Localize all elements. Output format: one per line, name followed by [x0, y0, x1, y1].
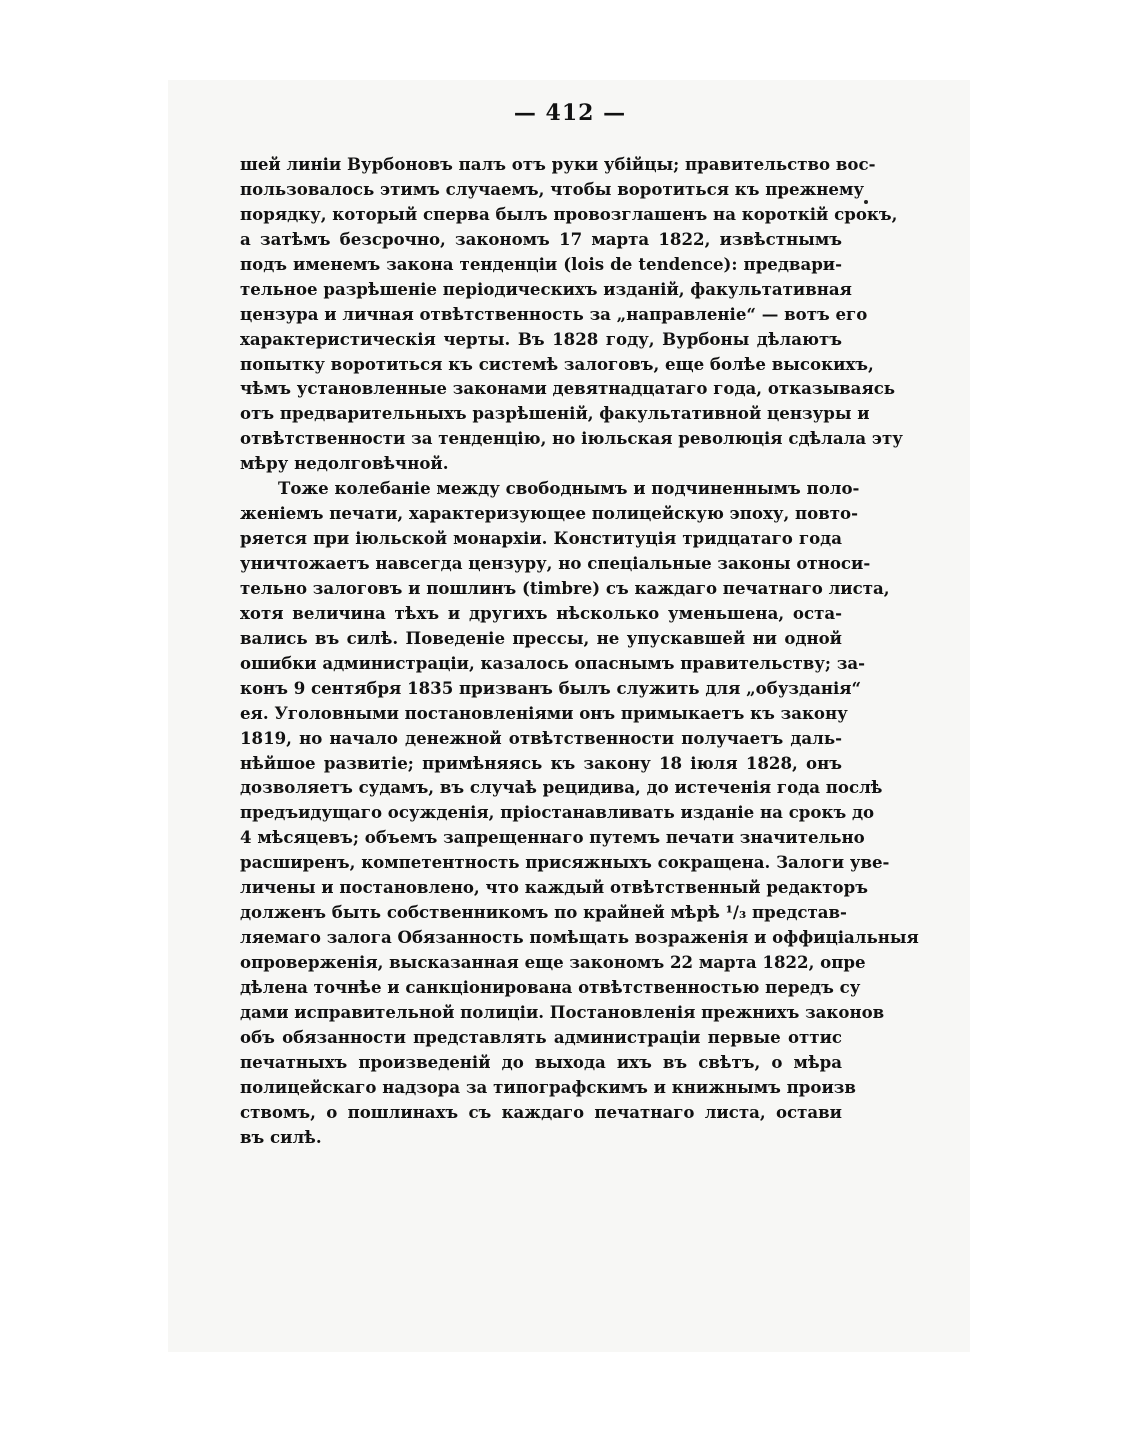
text-line: отвѣтственности за тенденцію, но іюльская революція сдѣлала эту [240, 428, 903, 449]
text-line: объ обязанности представлять администраціи первые оттис [240, 1026, 842, 1047]
text-line: полицейскаго надзора за типографскимъ и книжнымъ произв [240, 1076, 856, 1097]
text-line: долженъ быть собственникомъ по крайней мѣрѣ ¹/₃ представ- [240, 902, 847, 923]
text-line: попытку воротиться къ системѣ залоговъ, еще болѣе высокихъ, [240, 353, 874, 374]
text-line: нѣйшое развитіе; примѣняясь къ закону 18 іюля 1828, онъ [240, 752, 842, 773]
text-line: опроверженія, высказанная еще закономъ 22 марта 1822, опре [240, 952, 866, 972]
text-line: ствомъ, о пошлинахъ съ каждаго печатнаго листа, остави [240, 1101, 842, 1122]
page-number: — 412 — [513, 100, 627, 126]
text-line: Тоже колебаніе между свободнымъ и подчиненнымъ поло- [278, 478, 860, 499]
text-line: 4 мѣсяцевъ; объемъ запрещеннаго путемъ печати значительно [240, 827, 865, 848]
text-line: конъ 9 сентября 1835 призванъ былъ служить для „обузданія“ [240, 677, 862, 698]
text-line: дозволяетъ судамъ, въ случаѣ рецидива, до истеченія года послѣ [240, 777, 883, 798]
text-line: тельное разрѣшеніе періодическихъ изданій, факультативная [240, 278, 852, 299]
text-line: хотя величина тѣхъ и другихъ нѣсколько уменьшена, оста- [240, 602, 842, 623]
text-line: чѣмъ установленные законами девятнадцатаго года, отказываясь [240, 378, 896, 399]
text-line: женіемъ печати, характеризующее полицейскую эпоху, повто- [240, 503, 859, 524]
text-line: ея. Уголовными постановленіями онъ примыкаетъ къ закону [240, 702, 848, 723]
text-line: шей линіи Вурбоновъ палъ отъ руки убійцы; правительство вос- [240, 154, 876, 174]
text-line: уничтожаетъ навсегда цензуру, но спеціальные законы относи- [240, 553, 871, 573]
text-line: ляемаго залога Обязанность помѣщать возраженія и оффиціальныя [240, 927, 919, 948]
text-line: характеристическія черты. Въ 1828 году, Вурбоны дѣлаютъ [240, 328, 842, 349]
text-line: тельно залоговъ и пошлинъ (timbre) съ каждаго печатнаго листа, [240, 577, 890, 598]
text-line: порядку, который сперва былъ провозглашенъ на короткій срокъ, [240, 203, 898, 224]
text-line: дѣлена точнѣе и санкціонирована отвѣтственностью передъ су [240, 976, 861, 997]
text-line: вались въ силѣ. Поведеніе прессы, не упускавшей ни одной [240, 627, 842, 648]
paragraph-1 [240, 152, 903, 476]
text-line: предъидущаго осужденія, пріостанавливать изданіе на срокъ до [240, 802, 875, 823]
text-line: въ силѣ. [240, 1126, 322, 1147]
body-text [240, 152, 919, 1150]
text-line: ряется при іюльской монархіи. Конституція тридцатаго года [240, 528, 842, 549]
text-line: ошибки администраціи, казалось опаснымъ правительству; за- [240, 652, 866, 673]
text-line: личены и постановлено, что каждый отвѣтственный редакторъ [240, 877, 868, 898]
text-line: отъ предварительныхъ разрѣшеній, факультативной цензуры и [240, 403, 870, 424]
text-line: расширенъ, компетентность присяжныхъ сокращена. Залоги уве- [240, 852, 890, 873]
text-line: подъ именемъ закона тенденціи (lois de tendence): предвари- [240, 253, 842, 274]
text-line: цензура и личная отвѣтственность за „направленіе“ — вотъ его [240, 303, 868, 324]
text-line: мѣру недолговѣчной. [240, 453, 449, 474]
text-line: а затѣмъ безсрочно, закономъ 17 марта 1822, извѣстнымъ [240, 228, 842, 249]
paragraph-2 [240, 476, 919, 1149]
text-line: дами исправительной полиціи. Постановленія прежнихъ законов [240, 1001, 885, 1022]
text-line: пользовалось этимъ случаемъ, чтобы воротиться къ прежнему [240, 178, 865, 199]
text-line: печатныхъ произведеній до выхода ихъ въ свѣтъ, о мѣра [240, 1051, 842, 1072]
text-line: 1819, но начало денежной отвѣтственности получаетъ даль- [240, 727, 842, 748]
